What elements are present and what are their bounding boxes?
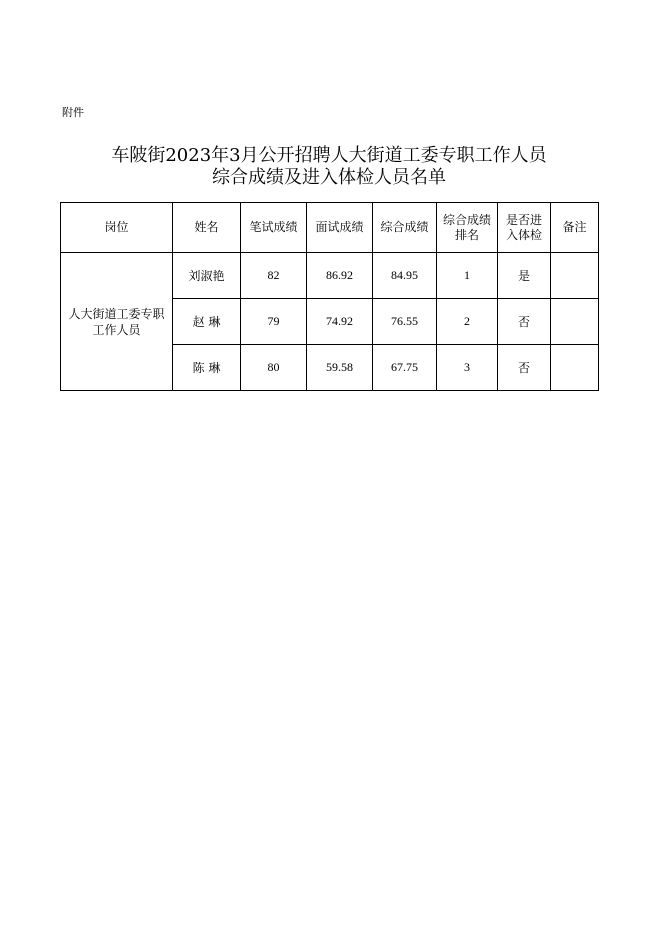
header-composite-rank-line-1: 综合成绩 — [442, 212, 491, 227]
header-remark: 备注 — [551, 203, 599, 253]
written-score: 80 — [241, 345, 307, 391]
written-score: 79 — [241, 299, 307, 345]
written-score: 82 — [241, 253, 307, 299]
composite-score: 76.55 — [373, 299, 437, 345]
header-composite-score: 综合成绩 — [373, 203, 437, 253]
candidate-name: 陈 琳 — [173, 345, 241, 391]
post-line-2: 工作人员 — [92, 322, 141, 337]
header-composite-rank-line-2: 排名 — [454, 227, 479, 242]
header-composite-rank — [437, 203, 498, 253]
interview-score: 74.92 — [307, 299, 373, 345]
header-physical-exam — [498, 203, 551, 253]
physical-exam-status: 否 — [498, 345, 551, 391]
remark-cell — [551, 299, 599, 345]
table-row — [61, 253, 599, 299]
results-table — [60, 202, 599, 391]
physical-exam-status: 否 — [498, 299, 551, 345]
header-written-score: 笔试成绩 — [241, 203, 307, 253]
remark-cell — [551, 345, 599, 391]
candidate-name: 赵 琳 — [173, 299, 241, 345]
remark-cell — [551, 253, 599, 299]
candidate-name: 刘淑艳 — [173, 253, 241, 299]
composite-score: 67.75 — [373, 345, 437, 391]
interview-score: 59.58 — [307, 345, 373, 391]
document-title-line-1: 车陂街2023年3月公开招聘人大街道工委专职工作人员 — [111, 145, 547, 166]
header-post: 岗位 — [61, 203, 173, 253]
header-physical-exam-line-2: 入体检 — [505, 227, 542, 242]
physical-exam-status: 是 — [498, 253, 551, 299]
composite-score: 84.95 — [373, 253, 437, 299]
composite-rank: 3 — [437, 345, 498, 391]
table-header-row — [61, 203, 599, 253]
interview-score: 86.92 — [307, 253, 373, 299]
composite-rank: 1 — [437, 253, 498, 299]
post-cell — [61, 253, 173, 391]
document-title-line-2: 综合成绩及进入体检人员名单 — [212, 167, 446, 188]
post-line-1: 人大街道工委专职 — [68, 306, 165, 321]
header-physical-exam-line-1: 是否进 — [505, 212, 542, 227]
attachment-label: 附件 — [62, 106, 84, 119]
header-interview-score: 面试成绩 — [307, 203, 373, 253]
header-name: 姓名 — [173, 203, 241, 253]
composite-rank: 2 — [437, 299, 498, 345]
